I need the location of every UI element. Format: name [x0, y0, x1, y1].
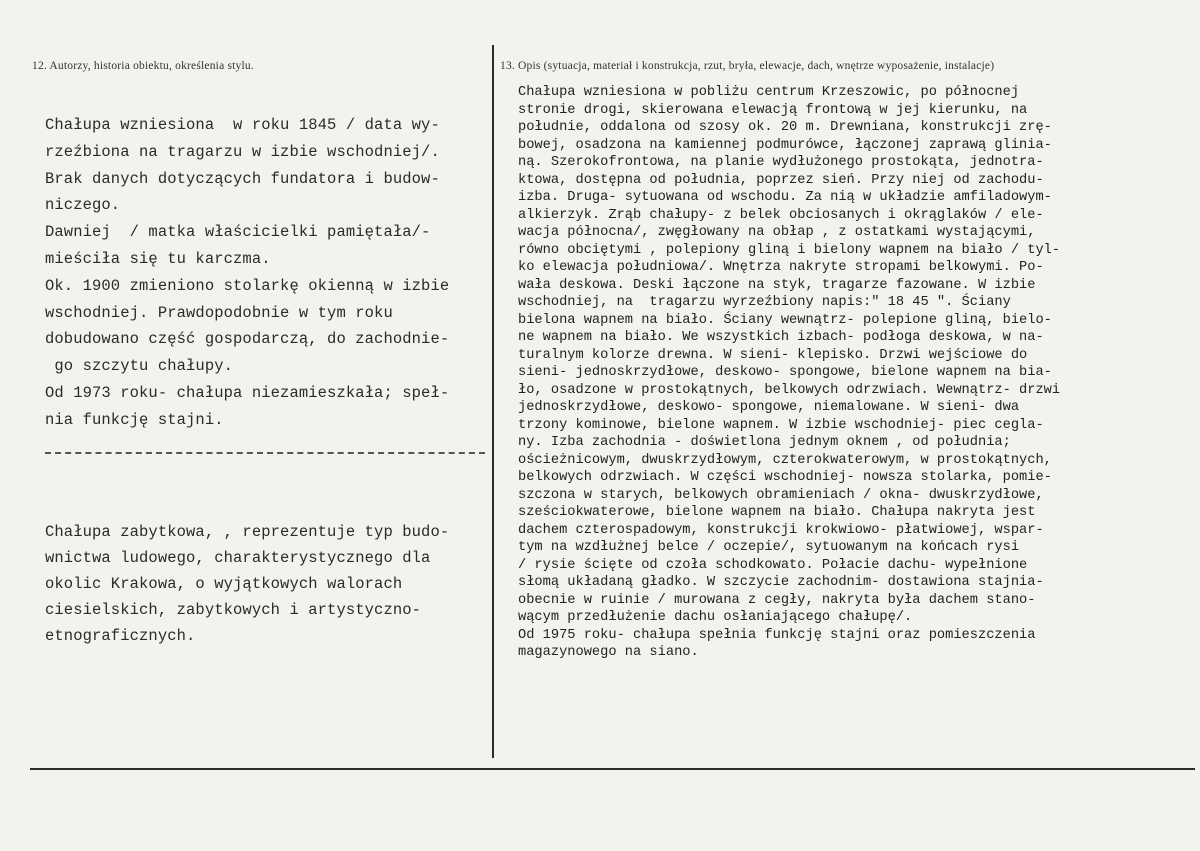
history-line: rzeźbiona na tragarzu w izbie wschodniej/. [45, 142, 440, 161]
description-text [518, 84, 1060, 662]
description-line: ościeżnicowym, dwuskrzydłowym, czterokwaterowym, w prostokątnych, [518, 452, 1052, 468]
description-line: wała deskowa. Deski łączone na styk, tragarze fazowane. W izbie [518, 277, 1036, 293]
section-13-header: 13. Opis (sytuacja, materiał i konstrukcja, rzut, bryła, elewacje, dach, wnętrze wyposażenie, instalacje) [500, 60, 995, 72]
assessment-line: etnograficznych. [45, 627, 196, 645]
assessment-line: wnictwa ludowego, charakterystycznego dla [45, 549, 431, 567]
assessment-line: Chałupa zabytkowa, , reprezentuje typ budo- [45, 523, 450, 541]
description-line: Od 1975 roku- chałupa spełnia funkcję stajni oraz pomieszczenia [518, 627, 1036, 643]
history-line: wschodniej. Prawdopodobnie w tym roku [45, 303, 393, 322]
description-line: ktowa, dostępna od południa, poprzez sień. Przy niej od zachodu- [518, 172, 1044, 188]
assessment-line: okolic Krakowa, o wyjątkowych walorach [45, 575, 403, 593]
description-line: dachem czterospadowym, konstrukcji krokwiowo- płatwiowej, wspar- [518, 522, 1044, 538]
description-line: słomą układaną gładko. W szczycie zachodnim- dostawiona stajnia- [518, 575, 1044, 590]
history-line: niczego. [45, 196, 121, 215]
description-line: ny. Izba zachodnia - doświetlona jednym oknem , od południa; [518, 435, 1011, 450]
description-line: jednoskrzydłowe, deskowo- spongowe, niemalowane. W sieni- dwa [518, 400, 1020, 415]
description-line: trzony kominowe, bielone wapnem. W izbie wschodniej- piec cegla- [518, 417, 1044, 433]
description-line: równo obciętymi , polepiony gliną i bielony wapnem na biało / tyl- [518, 242, 1061, 258]
description-line: południe, oddalona od szosy ok. 20 m. Drewniana, konstrukcji zrę- [518, 120, 1052, 135]
description-line: turalnym kolorze drewna. W sieni- klepisko. Drzwi wejściowe do [518, 347, 1028, 363]
history-line: Ok. 1900 zmieniono stolarkę okienną w izbie [45, 276, 450, 295]
history-line: nia funkcję stajni. [45, 410, 224, 429]
history-text [45, 112, 449, 434]
description-line: tym na wzdłużnej belce / oczepie/, sytuowanym na końcach rysi [518, 540, 1020, 555]
history-line: Od 1973 roku- chałupa niezamieszkała; speł- [45, 383, 450, 402]
history-line: Dawniej / matka właścicielki pamiętała/- [45, 223, 431, 242]
description-line: Chałupa wzniesiona w pobliżu centrum Krzeszowic, po północnej [518, 85, 1020, 100]
description-line: ne wapnem na biało. We wszystkich izbach- podłoga deskowa, w na- [518, 330, 1044, 345]
description-line: wacja północna/, zwęgłowany na obłap , z ostatkami wystającymi, [518, 225, 1036, 240]
history-line: Brak danych dotyczących fundatora i budow- [45, 169, 440, 188]
description-line: sześciokwaterowe, bielone wapnem na biało. Chałupa nakryta jest [518, 505, 1036, 520]
description-line: obecnie w ruinie / murowana z cegły, nakryta była dachem stano- [518, 592, 1036, 608]
bottom-rule [30, 768, 1195, 770]
description-line: ło, osadzone w prostokątnych, belkowych odrzwiach. Wewnątrz- drzwi [518, 382, 1061, 398]
description-line: stronie drogi, skierowana elewacją frontową w jej kierunku, na [518, 102, 1028, 118]
description-line: bielona wapnem na biało. Ściany wewnątrz- polepione gliną, bielo- [518, 312, 1052, 328]
assessment-text [45, 519, 449, 649]
description-line: alkierzyk. Zrąb chałupy- z belek obciosanych i okrąglaków / ele- [518, 207, 1044, 223]
description-line: magazynowego na siano. [518, 645, 699, 660]
history-line: go szczytu chałupy. [45, 357, 234, 376]
description-line: bowej, osadzona na kamiennej podmurówce, łączonej zaprawą glinia- [518, 137, 1052, 153]
column-divider [492, 45, 494, 758]
dashed-separator [45, 452, 485, 454]
section-12-header: 12. Autorzy, historia obiektu, określenia stylu. [32, 60, 254, 72]
description-line: szczona w starych, belkowych obramieniach / okna- dwuskrzydłowe, [518, 487, 1044, 503]
description-line: ko elewacja południowa/. Wnętrza nakryte stropami belkowymi. Po- [518, 260, 1044, 275]
assessment-line: ciesielskich, zabytkowych i artystyczno- [45, 601, 422, 619]
history-line: Chałupa wzniesiona w roku 1845 / data wy- [45, 116, 440, 134]
history-line: mieściła się tu karczma. [45, 249, 271, 268]
description-line: ną. Szerokofrontowa, na planie wydłużonego prostokąta, jednotra- [518, 155, 1044, 170]
description-line: sieni- jednoskrzydłowe, deskowo- spongowe, bielone wapnem na bia- [518, 365, 1052, 380]
description-line: / rysie ścięte od czoła schodkowato. Połacie dachu- wypełnione [518, 557, 1028, 573]
history-line: dobudowano część gospodarczą, do zachodnie- [45, 330, 450, 349]
description-line: belkowych odrzwiach. W części wschodniej- nowsza stolarka, pomie- [518, 470, 1052, 485]
description-line: wącym przedłużenie dachu osłaniającego chałupę/. [518, 610, 913, 625]
description-line: izba. Druga- sytuowana od wschodu. Za nią w układzie amfiladowym- [518, 190, 1052, 205]
description-line: wschodniej, na tragarzu wyrzeźbiony napis:" 18 45 ". Ściany [518, 295, 1011, 310]
